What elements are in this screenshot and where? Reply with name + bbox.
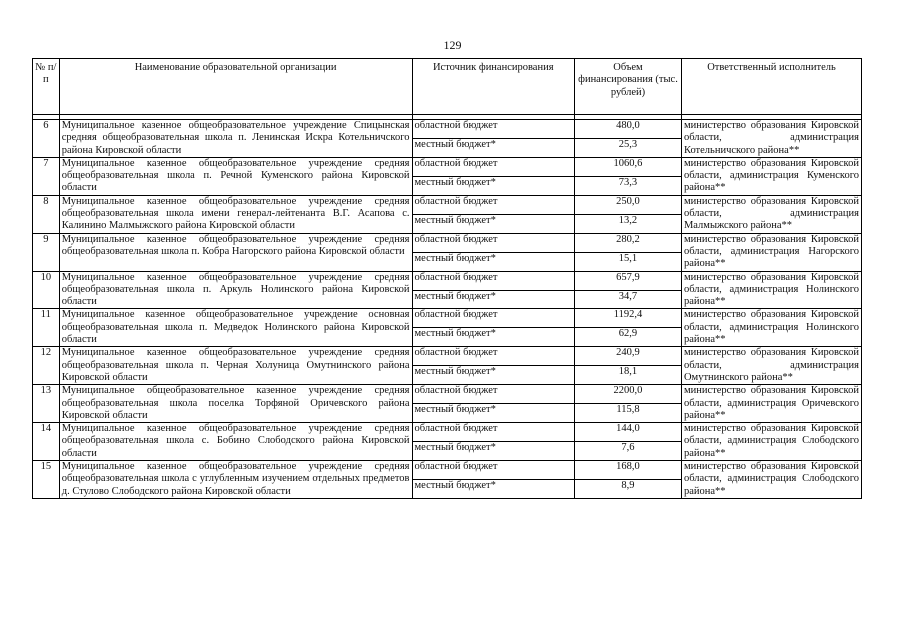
source-regional: областной бюджет: [412, 233, 575, 252]
amount-local: 13,2: [575, 214, 682, 233]
page-number: 129: [443, 38, 462, 52]
source-regional: областной бюджет: [412, 423, 575, 442]
amount-regional: 240,9: [575, 347, 682, 366]
source-regional: областной бюджет: [412, 271, 575, 290]
source-regional: областной бюджет: [412, 195, 575, 214]
amount-local: 34,7: [575, 290, 682, 309]
amount-regional: 1060,6: [575, 157, 682, 176]
row-number: 6: [33, 120, 60, 158]
table-row: [33, 271, 862, 290]
amount-regional: 2200,0: [575, 385, 682, 404]
responsible-executor: министерство образования Кировской области, администрация Нагорского района**: [681, 233, 861, 271]
responsible-executor: министерство образования Кировской области, администрация Оричевского района**: [681, 385, 861, 423]
responsible-executor: министерство образования Кировской области, администрация Нолинского района**: [681, 309, 861, 347]
responsible-executor: министерство образования Кировской области, администрация Омутнинского района**: [681, 347, 861, 385]
table-row: [33, 423, 862, 442]
organization-name: Муниципальное казенное общеобразовательное учреждение средняя общеобразовательная школа с. Бобино Слободского района Кировской области: [59, 423, 412, 461]
row-number: 11: [33, 309, 60, 347]
organization-name: Муниципальное казенное общеобразовательное учреждение средняя общеобразовательная школа п. Кобра Нагорского района Кировской области: [59, 233, 412, 271]
source-local: местный бюджет*: [412, 138, 575, 157]
table-row: [33, 120, 862, 139]
source-local: местный бюджет*: [412, 404, 575, 423]
table-row: [33, 195, 862, 214]
responsible-executor: министерство образования Кировской области, администрация Слободского района**: [681, 423, 861, 461]
header-source: Источник финансирования: [412, 59, 575, 115]
row-number: 7: [33, 157, 60, 195]
amount-regional: 480,0: [575, 120, 682, 139]
amount-local: 15,1: [575, 252, 682, 271]
amount-local: 62,9: [575, 328, 682, 347]
source-local: местный бюджет*: [412, 442, 575, 461]
organization-name: Муниципальное казенное общеобразовательное учреждение средняя общеобразовательная школа п. Аркуль Нолинского района Кировской области: [59, 271, 412, 309]
source-local: местный бюджет*: [412, 214, 575, 233]
amount-regional: 250,0: [575, 195, 682, 214]
source-local: местный бюджет*: [412, 366, 575, 385]
source-local: местный бюджет*: [412, 328, 575, 347]
organization-name: Муниципальное казенное общеобразовательное учреждение средняя общеобразовательная школа п. Черная Холуница Омутнинского района Кировской области: [59, 347, 412, 385]
amount-regional: 657,9: [575, 271, 682, 290]
table-row: [33, 385, 862, 404]
row-number: 13: [33, 385, 60, 423]
source-local: местный бюджет*: [412, 252, 575, 271]
row-number: 10: [33, 271, 60, 309]
row-number: 12: [33, 347, 60, 385]
amount-local: 25,3: [575, 138, 682, 157]
source-local: местный бюджет*: [412, 479, 575, 498]
header-amount: Объем финансирования (тыс. рублей): [575, 59, 682, 115]
source-regional: областной бюджет: [412, 461, 575, 480]
amount-local: 7,6: [575, 442, 682, 461]
amount-regional: 168,0: [575, 461, 682, 480]
table-row: [33, 233, 862, 252]
responsible-executor: министерство образования Кировской области, администрация Куменского района**: [681, 157, 861, 195]
organization-name: Муниципальное казенное общеобразовательное учреждение средняя общеобразовательная школа имени генерал-лейтенанта В.Г. Асапова с. Калинино Малмыжского района Кировской области: [59, 195, 412, 233]
header-num: № п/п: [33, 59, 60, 115]
row-number: 15: [33, 461, 60, 499]
row-number: 8: [33, 195, 60, 233]
organization-name: Муниципальное казенное общеобразовательное учреждение средняя общеобразовательная школа с углубленным изучением отдельных предметов д. Стулово Слободского района Кировской области: [59, 461, 412, 499]
table-row: [33, 461, 862, 480]
responsible-executor: министерство образования Кировской области, администрация Котельничского района**: [681, 120, 861, 158]
amount-local: 73,3: [575, 176, 682, 195]
organization-name: Муниципальное казенное общеобразовательное учреждение основная общеобразовательная школа п. Медведок Нолинского района Кировской области: [59, 309, 412, 347]
table-header-row: [33, 59, 862, 115]
organization-name: Муниципальное казенное общеобразовательное учреждение Спицынская средняя общеобразовательная школа п. Ленинская Искра Котельничского района Кировской области: [59, 120, 412, 158]
amount-local: 18,1: [575, 366, 682, 385]
amount-regional: 144,0: [575, 423, 682, 442]
source-regional: областной бюджет: [412, 157, 575, 176]
source-regional: областной бюджет: [412, 385, 575, 404]
header-responsible: Ответственный исполнитель: [681, 59, 861, 115]
organization-name: Муниципальное общеобразовательное казенное учреждение средняя общеобразовательная школа поселка Торфяной Оричевского района Кировской области: [59, 385, 412, 423]
table-row: [33, 309, 862, 328]
row-number: 14: [33, 423, 60, 461]
table-row: [33, 157, 862, 176]
organization-name: Муниципальное казенное общеобразовательное учреждение средняя общеобразовательная школа п. Речной Куменского района Кировской области: [59, 157, 412, 195]
responsible-executor: министерство образования Кировской области, администрация Нолинского района**: [681, 271, 861, 309]
responsible-executor: министерство образования Кировской области, администрация Слободского района**: [681, 461, 861, 499]
amount-local: 115,8: [575, 404, 682, 423]
amount-regional: 1192,4: [575, 309, 682, 328]
financing-table: [32, 58, 862, 499]
amount-regional: 280,2: [575, 233, 682, 252]
source-regional: областной бюджет: [412, 120, 575, 139]
source-regional: областной бюджет: [412, 309, 575, 328]
header-name: Наименование образовательной организации: [59, 59, 412, 115]
source-local: местный бюджет*: [412, 290, 575, 309]
row-number: 9: [33, 233, 60, 271]
amount-local: 8,9: [575, 479, 682, 498]
source-regional: областной бюджет: [412, 347, 575, 366]
responsible-executor: министерство образования Кировской области, администрация Малмыжского района**: [681, 195, 861, 233]
source-local: местный бюджет*: [412, 176, 575, 195]
table-row: [33, 347, 862, 366]
